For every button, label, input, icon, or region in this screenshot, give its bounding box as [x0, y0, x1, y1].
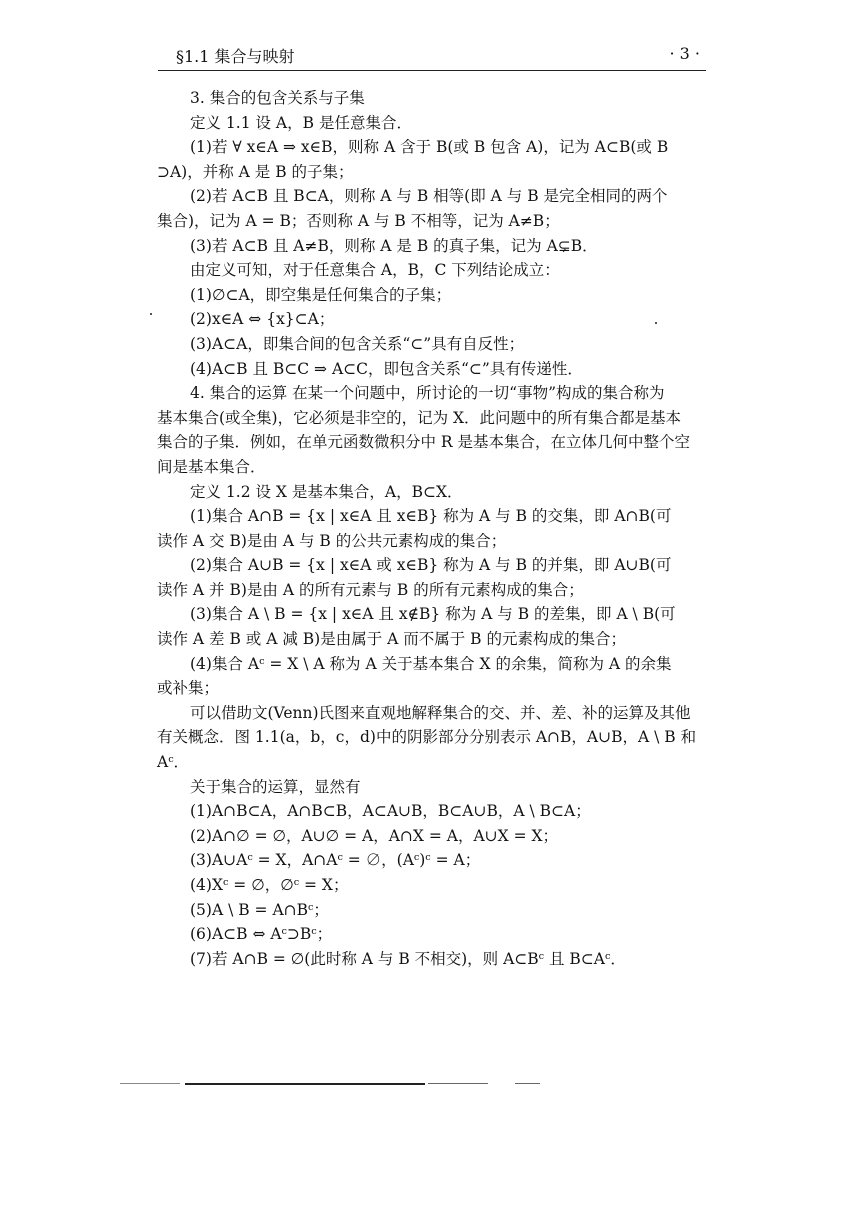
scan-line [120, 1083, 180, 1084]
text-line: (2)若 A⊂B 且 B⊂A，则称 A 与 B 相等(即 A 与 B 是完全相同的两个 [190, 187, 668, 206]
text-line: (4)A⊂B 且 B⊂C ⇒ A⊂C，即包含关系“⊂”具有传递性． [190, 359, 583, 378]
text-line: 可以借助文(Venn)氏图来直观地解释集合的交、并、差、补的运算及其他 [190, 703, 691, 722]
text-line: 集合的子集．例如，在单元函数微积分中 R 是基本集合，在立体几何中整个空 [157, 433, 691, 452]
text-line: 定义 1.2 设 X 是基本集合，A，B⊂X． [190, 482, 463, 501]
text-line: (4)Xᶜ = ∅，∅ᶜ = X； [190, 876, 349, 894]
text-line: 集合)，记为 A = B；否则称 A 与 B 不相等，记为 A≠B； [157, 211, 560, 230]
text-line: (1)若 ∀ x∈A ⇒ x∈B，则称 A 含于 B(或 B 包含 A)，记为 A⊂B(或 B [190, 138, 669, 157]
text-line: (7)若 A∩B = ∅(此时称 A 与 B 不相交)，则 A⊂Bᶜ 且 B⊂Aᶜ． [190, 949, 626, 968]
text-line: 4. 集合的运算 在某一个问题中，所讨论的一切“事物”构成的集合称为 [190, 384, 665, 403]
text-line: 间是基本集合． [157, 457, 266, 476]
page-number: · 3 · [669, 44, 700, 63]
text-line: (1)∅⊂A，即空集是任何集合的子集； [190, 285, 452, 304]
text-line: Aᶜ． [157, 753, 190, 772]
text-line: 读作 A 交 B)是由 A 与 B 的公共元素构成的集合； [157, 531, 507, 550]
running-header [158, 44, 706, 71]
scan-line [515, 1083, 540, 1084]
text-line: ⊃A)，并称 A 是 B 的子集； [157, 162, 354, 181]
text-line: (2)集合 A∪B = {x | x∈A 或 x∈B} 称为 A 与 B 的并集，即 A∪B(可 [190, 556, 672, 575]
scan-line [428, 1083, 488, 1084]
text-line: 基本集合(或全集)，它必须是非空的，记为 X．此问题中的所有集合都是基本 [157, 408, 682, 427]
scan-speck [150, 313, 152, 315]
text-line: 3. 集合的包含关系与子集 [190, 89, 365, 107]
text-line: 有关概念．图 1.1(a，b，c，d)中的阴影部分分别表示 A∩B，A∪B，A \ B 和 [157, 728, 697, 747]
text-line: 读作 A 差 B 或 A 减 B)是由属于 A 而不属于 B 的元素构成的集合； [157, 630, 626, 649]
scan-line [185, 1083, 425, 1085]
text-line: (1)集合 A∩B = {x | x∈A 且 x∈B} 称为 A 与 B 的交集，即 A∩B(可 [190, 507, 672, 526]
text-line: (3)A∪Aᶜ = X，A∩Aᶜ = ∅，(Aᶜ)ᶜ = A； [190, 851, 481, 870]
page-body [157, 86, 717, 971]
text-line: (5)A \ B = A∩Bᶜ； [190, 900, 329, 919]
text-line: 或补集； [157, 679, 220, 698]
scan-speck [655, 322, 657, 324]
text-line: 定义 1.1 设 A，B 是任意集合． [190, 113, 412, 132]
text-line: (2)A∩∅ = ∅，A∪∅ = A，A∩X = A，A∪X = X； [190, 826, 559, 845]
section-title: §1.1 集合与映射 [176, 47, 295, 66]
text-line: (3)集合 A \ B = {x | x∈A 且 x∉B} 称为 A 与 B 的差集，即 A \ B(可 [190, 605, 676, 624]
text-line: 关于集合的运算，显然有 [190, 777, 361, 796]
text-line: 由定义可知，对于任意集合 A，B，C 下列结论成立： [190, 261, 560, 280]
text-line: 读作 A 并 B)是由 A 的所有元素与 B 的所有元素构成的集合； [157, 580, 584, 599]
text-line: (6)A⊂B ⇔ Aᶜ⊃Bᶜ； [190, 925, 333, 944]
text-line: (3)A⊂A，即集合间的包含关系“⊂”具有自反性； [190, 334, 525, 353]
text-line: (1)A∩B⊂A，A∩B⊂B，A⊂A∪B，B⊂A∪B，A \ B⊂A； [190, 802, 591, 821]
text-line: (2)x∈A ⇔ {x}⊂A； [190, 310, 335, 329]
text-line: (4)集合 Aᶜ = X \ A 称为 A 关于基本集合 X 的余集，简称为 A 的余集 [190, 654, 672, 673]
text-line: (3)若 A⊂B 且 A≠B，则称 A 是 B 的真子集，记为 A⊊B． [190, 236, 598, 255]
